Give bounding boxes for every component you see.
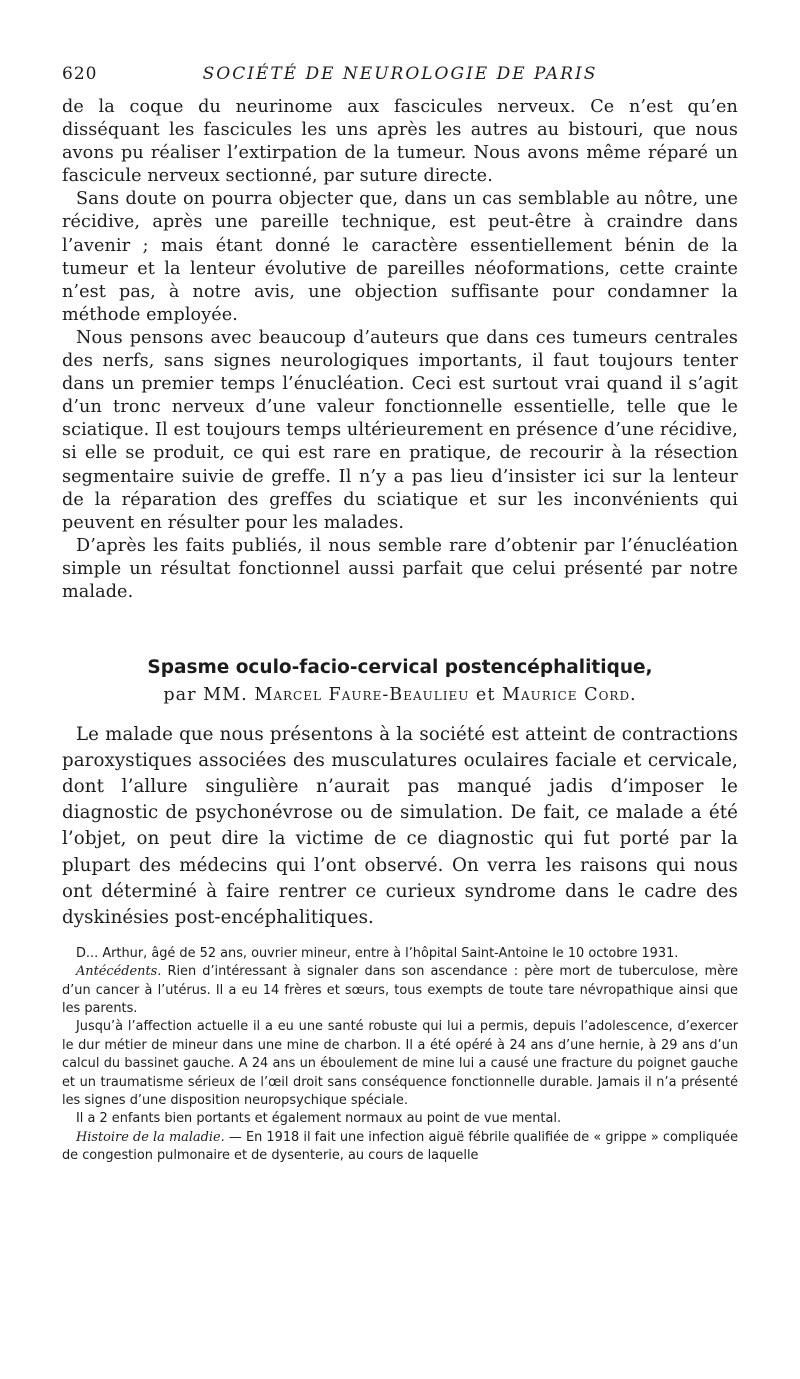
case-children: Il a 2 enfants bien portants et également normaux au point de vue mental.: [76, 1111, 562, 1127]
case-intro: D... Arthur, âgé de 52 ans, ouvrier mineur, entre à l’hôpital Saint-Antoine le 10 octobre 1931.: [76, 945, 679, 961]
case-report: [62, 945, 738, 1166]
paragraph-conclusion: D’après les faits publiés, il nous semble rare d’obtenir par l’énucléation simple un résultat fonctionnel aussi parfait que celui présenté par notre malade.: [62, 535, 738, 602]
article-authors: [62, 682, 738, 708]
authors-conjunction: et: [475, 685, 496, 706]
case-history: Jusqu’à l’affection actuelle il a eu une santé robuste qui lui a permis, depuis l’adolescence, d’exercer le dur métier de mineur dans une mine de charbon. Il a été opéré à 24 ans d’une hernie, à 29 ans d’un calcul du bassinet gauche. A 24 ans un éboulement de mine lui a causé une fracture du poignet gauche et un traumatisme sérieux de l’œil droit sans conséquence fonctionnelle durable. Jamais il n’a présenté les signes d’une disposition neuropsychique spéciale.: [62, 1019, 738, 1109]
author-faure-beaulieu: Marcel Faure-Beaulieu: [254, 685, 470, 706]
antecedents-label: Antécédents.: [76, 964, 162, 980]
disease-history-label: Histoire de la maladie.: [76, 1129, 225, 1145]
page-number: 620: [62, 64, 98, 84]
author-cord: Maurice Cord.: [502, 685, 637, 706]
case-antecedents: [62, 963, 738, 1018]
journal-title: SOCIÉTÉ DE NEUROLOGIE DE PARIS: [202, 64, 598, 84]
paragraph-recurrence: Sans doute on pourra objecter que, dans un cas semblable au nôtre, une récidive, après une pareille technique, est peut-être à craindre dans l’avenir ; mais étant donné le caractère essentiellement bénin de la tumeur et la lenteur évolutive de pareilles néoformations, cette crainte n’est pas, à notre avis, une objection suffisante pour condamner la méthode employée.: [62, 189, 738, 325]
paragraph-continuation: de la coque du neurinome aux fascicules nerveux. Ce n’est qu’en disséquant les fascicules les uns après les autres au bistouri, que nous avons pu réaliser l’extirpation de la tumeur. Nous avons même réparé un fascicule nerveux sectionné, par suture directe.: [62, 97, 738, 187]
case-disease-history: [62, 1129, 738, 1166]
article-title: Spasme oculo-facio-cervical postencéphalitique,: [147, 657, 653, 679]
antecedents-text: Rien d’intéressant à signaler dans son ascendance : père mort de tuberculose, mère d’un cancer à l’utérus. Il a eu 14 frères et sœurs, tous exempts de toute tare névropathique ainsi que les parents.: [62, 964, 738, 1017]
paragraph-enucleation: Nous pensons avec beaucoup d’auteurs que dans ces tumeurs centrales des nerfs, sans signes neurologiques importants, il faut toujours tenter dans un premier temps l’énucléation. Ceci est surtout vrai quand il s’agit d’un tronc nerveux d’une valeur fonctionnelle essentielle, telle que le sciatique. Il est toujours temps ultérieurement en présence d’une récidive, si elle se produit, ce qui est rare en pratique, de recourir à la résection segmentaire suivie de greffe. Il n’y a pas lieu d’insister ici sur la lenteur de la réparation des greffes du sciatique et sur les inconvénients qui peuvent en résulter pour les malades.: [62, 327, 738, 533]
running-header: [62, 64, 738, 88]
article-lead-paragraph: Le malade que nous présentons à la société est atteint de contractions paroxystiques associées des musculatures oculaires faciale et cervicale, dont l’allure singulière n’aurait pas manqué jadis d’imposer le diagnostic de psychonévrose ou de simulation. De fait, ce malade a été l’objet, on peut dire la victime de ce diagnostic qui fut porté par la plupart des médecins qui l’ont observé. On verra les raisons qui nous ont déterminé à faire rentrer ce curieux syndrome dans le cadre des dyskinésies post-encéphalitiques.: [62, 724, 738, 928]
page-body: [62, 96, 738, 1166]
disease-history-text: — En 1918 il fait une infection aiguë fébrile qualifiée de « grippe » compliquée de congestion pulmonaire et de dysenterie, au cours de laquelle: [62, 1129, 738, 1164]
authors-prefix: par MM.: [163, 685, 248, 706]
